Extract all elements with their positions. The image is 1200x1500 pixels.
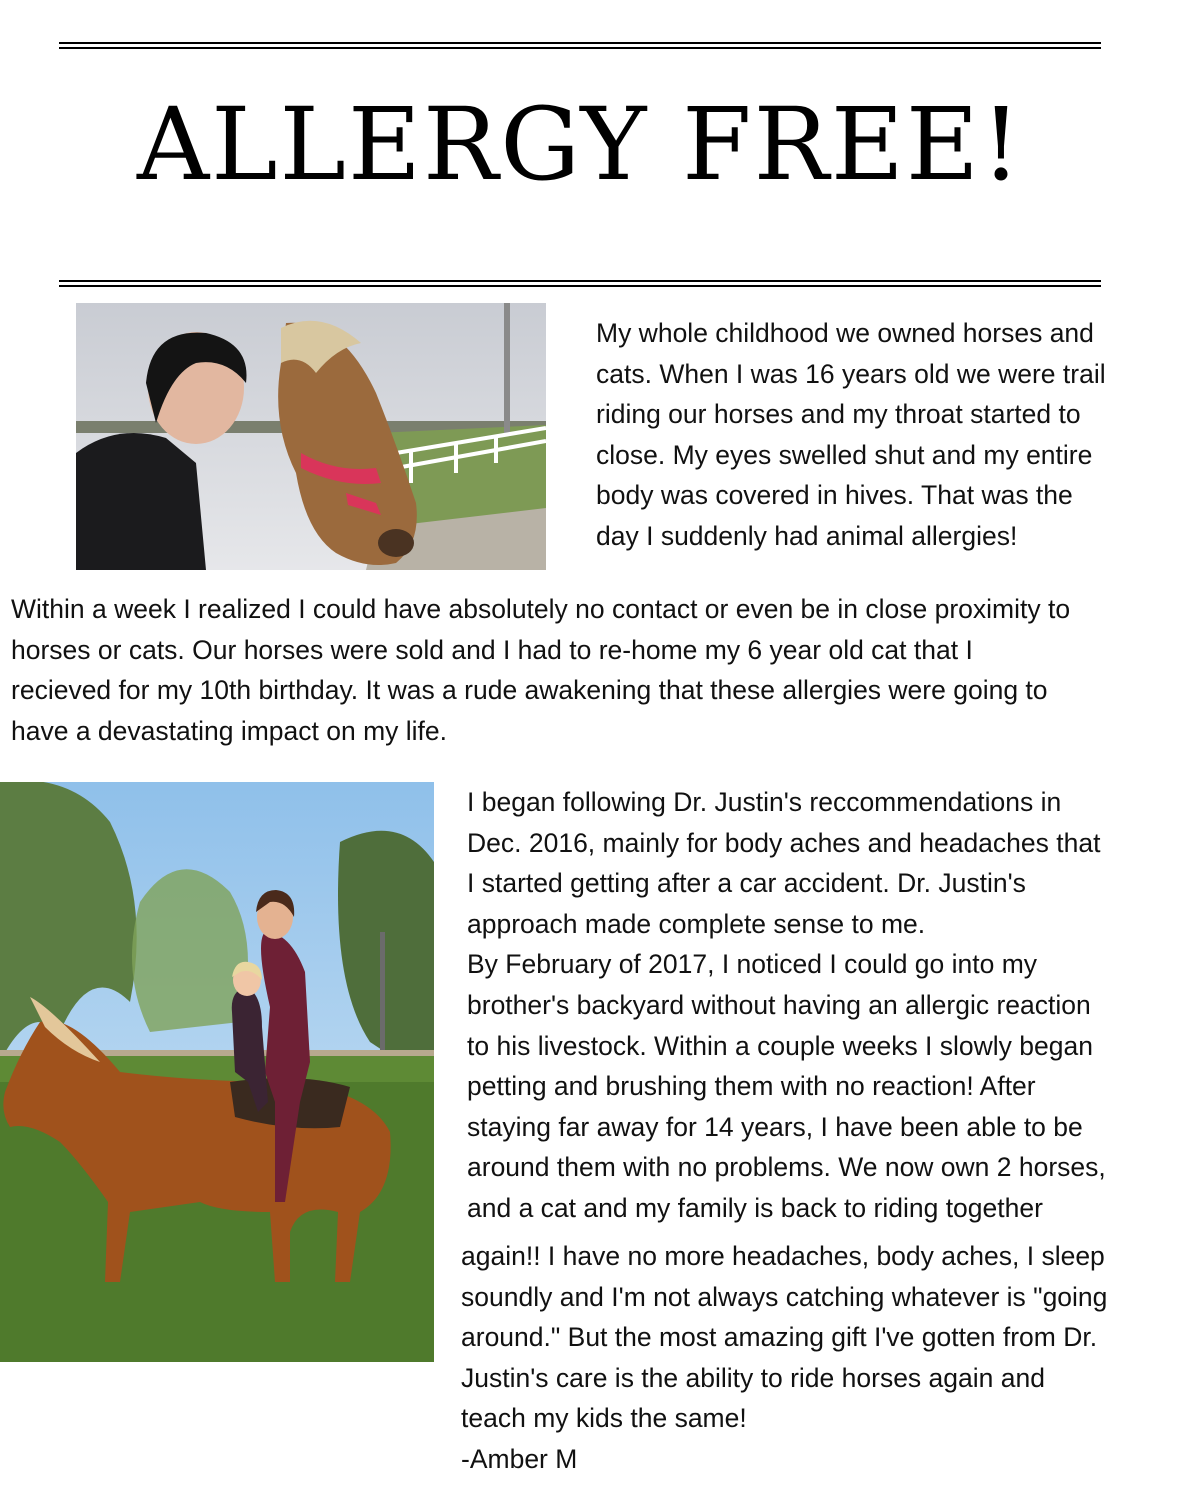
story-conclusion-paragraph: again!! I have no more headaches, body aches, I sleep soundly and I'm not always catching whatever is "going around." But the most amazing gift I've gotten from Dr. Justin's care is the ability to ride horses again and teach my kids the same! -Amber M [461, 1236, 1191, 1480]
photo-family-riding-horse [0, 782, 434, 1362]
top-double-rule [59, 42, 1101, 49]
photo-woman-with-horse [76, 303, 546, 570]
author-signature: -Amber M [461, 1443, 578, 1474]
story-allergy-impact-paragraph: Within a week I realized I could have absolutely no contact or even be in close proximity to horses or cats. Our horses were sold and I had to re-home my 6 year old cat that I recieved for my 10th birthday. It was a rude awakening that these allergies were going to have a devastating impact on my life. [11, 594, 1071, 746]
story-treatment-paragraph: I began following Dr. Justin's reccommendations in Dec. 2016, mainly for body aches and headaches that I started getting after a car accident. Dr. Justin's approach made complete sense to me. By February of 2017, I noticed I could go into my brother's backyard without having an allergic reaction to his livestock. Within a couple weeks I slowly began petting and brushing them with no reaction! After staying far away for 14 years, I have been able to be around them with no problems. We now own 2 horses, and a cat and my family is back to riding together [467, 787, 1106, 1223]
bottom-double-rule [59, 280, 1101, 287]
page-title: ALLERGY FREE! [136, 86, 1024, 203]
story-intro-paragraph: My whole childhood we owned horses and cats. When I was 16 years old we were trail riding our horses and my throat started to close. My eyes swelled shut and my entire body was covered in hives. That was the day I suddenly had animal allergies! [596, 318, 1106, 551]
